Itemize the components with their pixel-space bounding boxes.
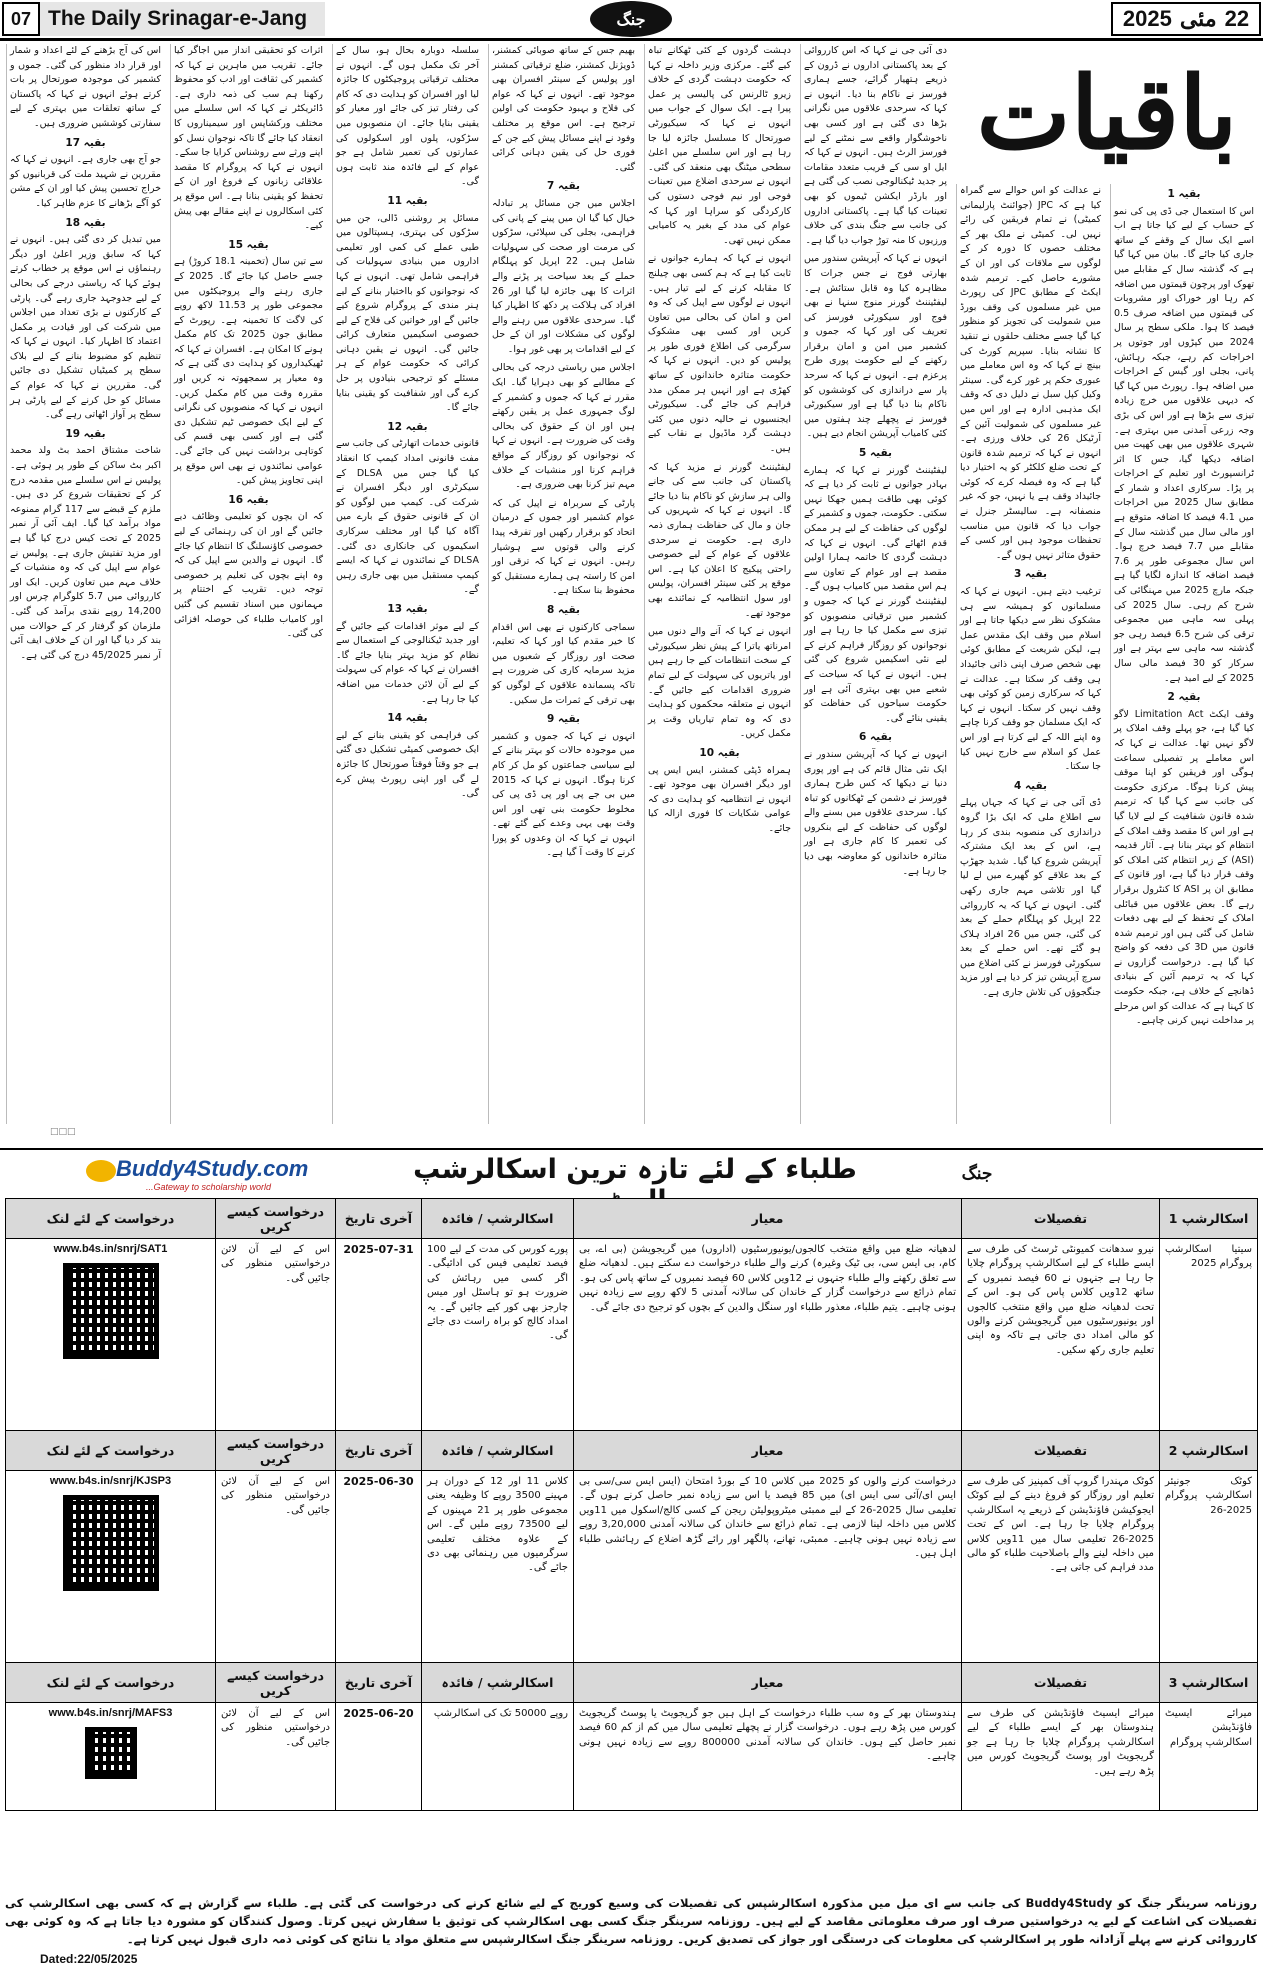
issue-date-day: 22 <box>1224 6 1250 31</box>
issue-date <box>1111 2 1261 36</box>
header-criteria: معیار <box>574 1431 962 1471</box>
qr-code-icon <box>63 1263 159 1359</box>
article-column <box>332 44 482 1124</box>
article-paragraph: دہشت گردوں کے کئی ٹھکانے تباہ کیے گئے۔ مرکزی وزیر داخلہ نے کہا کہ حکومت دہشت گردی کے خلاف زیرو ٹالرنس کی پالیسی پر عمل پیرا ہے۔ ایک سوال کے جواب میں انہوں نے کہا کہ سیکیورٹی صورتحال کا مسلسل جائزہ لیا جا رہا ہے اور اس سلسلے میں اعلیٰ سطحی میٹنگ بھی منعقد کی گئی۔ انہوں نے سرحدی اضلاع میں تعینات فوجی اور نیم فوجی دستوں کی کارکردگی کو سراہا اور کہا کہ عوام کی مدد کے بغیر یہ کامیابی ممکن نہیں تھی۔ <box>648 45 791 246</box>
article-paragraph: سلسلہ دوبارہ بحال ہو، سال کے آخر تک مکمل ہوں گے۔ انہوں نے مختلف ترقیاتی پروجیکٹوں کا جائزہ لیا اور افسران کو ہدایت دی کہ کام کی رفتار تیز کی جائے اور معیار کو یقینی بنایا جائے۔ ان منصوبوں میں سڑکوں، پلوں اور اسکولوں کی عمارتوں کی تعمیر شامل ہے جو عوام کے لیے فائدہ مند ثابت ہوں گی۔ <box>336 45 479 188</box>
dated-label: Dated:22/05/2025 <box>40 1952 138 1966</box>
article-paragraph: اجلاس میں جن مسائل پر تبادلہ خیال کیا گیا ان میں پینے کے پانی کی فراہمی، بجلی کی سپلائی، سڑکوں کی مرمت اور صحت کی سہولیات شامل ہیں۔ 22 اپریل کو پہلگام حملے کے بعد سیاحت پر پڑنے والے اثرات کا بھی جائزہ لیا گیا اور 26 افراد کی ہلاکت پر دکھ کا اظہار کیا گیا۔ سرحدی علاقوں میں رہنے والے لوگوں کی مشکلات اور ان کے حل کے لیے اقدامات پر بھی غور ہوا۔ <box>492 197 635 355</box>
scholarship-benefit: پورے کورس کی مدت کے لیے 100 فیصد تعلیمی فیس کی ادائیگی۔ اگر کسی میں رہائش کی ضرورت ہو تو ہاسٹل اور میس چارجز بھی کور کیے جائیں گے۔ یہ امداد کالج کو براہ راست دی جائے گی۔ <box>422 1239 574 1469</box>
scholarship-title: طلباء کے لئے تازہ ترین اسکالرشپ <box>413 1154 857 1185</box>
article-paragraph: انہوں نے کہا کہ آپریشن سندور میں بھارتی فوج نے جس جرات کا مظاہرہ کیا وہ قابل ستائش ہے۔ لیفٹیننٹ گورنر منوج سنہا نے بھی فوج اور سیکورٹی فورسز کی تعریف کی اور کہا کہ جموں و کشمیر میں امن و امان برقرار رکھنے کے لیے حکومت پوری طرح پرعزم ہے۔ انہوں نے کہا کہ سرحد پار سے دراندازی کی کوششوں کو ناکام بنا دیا گیا ہے اور سیکیورٹی فورسز نے پچھلے چند ہفتوں میں کئی کامیاب آپریشن انجام دیے ہیں۔ <box>804 253 947 440</box>
scholarship-criteria: ہندوستان بھر کے وہ سب طلباء درخواست کے اہل ہیں جو گریجویٹ یا پوسٹ گریجویٹ کورس میں پڑھ رہے ہوں۔ درخواست گزار نے پچھلے تعلیمی سال میں کم از کم 60 فیصد نمبر حاصل کیے ہوں۔ خاندان کی سالانہ آمدنی 800000 روپے سے زیادہ نہیں ہونی چاہیے۔ <box>574 1703 962 1811</box>
article-paragraph: سماجی کارکنوں نے بھی اس اقدام کا خیر مقدم کیا اور کہا کہ تعلیم، صحت اور روزگار کے شعبوں میں مزید سرمایہ کاری کی ضرورت ہے تاکہ پسماندہ علاقوں کے لوگوں کو بھی ترقی کے ثمرات مل سکیں۔ <box>492 621 635 706</box>
article-column <box>488 44 638 1124</box>
article-paragraph: اس کا استعمال جی ڈی پی کی نمو کے حساب کے لیے کیا جاتا ہے اب اسے ایک سال کے وقفے کے ساتھ جاری کیا جائے گا۔ بیان میں کہا گیا ہے کہ گذشتہ سال کے مقابلے میں تھوک اور پرچون قیمتوں میں اضافہ کم رہا اور خوراک اور مشروبات کی قیمتوں میں اضافہ صرف 0.5 فیصد کا ہوا۔ ملکی سطح پر سال 2024 میں کپڑوں اور جوتوں پر اخراجات کم رہے، جبکہ رہائش، پانی، بجلی اور گیس کے اخراجات میں اضافہ ہوا۔ رپورٹ میں کہا گیا کہ دیہی علاقوں میں خرچ زیادہ تیزی سے بڑھا ہے اور اس کی بڑی وجہ زرعی آمدنی میں بہتری ہے۔ شہری علاقوں میں بھی کھپت میں اضافہ دیکھا گیا، جس کا اثر ٹرانسپورٹ اور تعلیم کے اخراجات پر پڑا۔ سرکاری اعداد و شمار کے مطابق سال 2025 میں اخراجات میں 4.1 فیصد کا اضافہ متوقع ہے اور مالی سال میں گذشتہ سال کے مقابلے میں 7.7 فیصد خرچ ہوا۔ اس سال مجموعی طور پر 7.6 فیصد اضافہ کا اندازہ لگایا گیا ہے جبکہ مارچ 2025 میں مہنگائی کی شرح کم رہی۔ سال 2025 کی پہلی سہ ماہی میں مجموعی ترقی کی شرح 6.5 فیصد رہی جو گذشتہ سہ ماہی سے بہتر ہے اور سرکار کو 30 فیصد مالی سال 2025 کے لیے امید ہے۔ <box>1114 205 1255 684</box>
scholarship-link[interactable]: www.b4s.in/snrj/KJSP3 <box>49 1475 172 1487</box>
continuation-heading: بقیہ 18 <box>65 216 106 229</box>
continuation-heading: بقیہ 13 <box>387 602 428 615</box>
article-paragraph: انہوں نے کہا کہ ہمارے جوانوں نے ثابت کیا ہے کہ ہم کسی بھی چیلنج کا مقابلہ کرنے کے لیے تیار ہیں۔ انہوں نے لوگوں سے اپیل کی کہ وہ امن و امان کی بحالی میں تعاون کریں اور کسی بھی مشکوک سرگرمی کی اطلاع فوری طور پر پولیس کو دیں۔ انہوں نے کہا کہ حکومت متاثرہ خاندانوں کے ساتھ کھڑی ہے اور انہیں ہر ممکن مدد فراہم کی جائے گی۔ سیکیورٹی ایجنسیوں نے حالیہ دنوں میں کئی دہشت گرد ماڈیول بے نقاب کیے ہیں۔ <box>648 253 791 455</box>
article-column <box>1110 184 1257 1124</box>
article-paragraph: جو آج بھی جاری ہے۔ انہوں نے کہا کہ مقررین نے شہید ملت کی قربانیوں کو خراج تحسین پیش کیا اور ان کے مشن کو آگے بڑھانے کا عزم ظاہر کیا۔ <box>10 154 161 209</box>
scholarship-details: میرائے ایسیٹ فاؤنڈیشن کی طرف سے ہندوستان بھر کے ایسے طلباء کے لیے اسکالرشپ پروگرام چلایا جا رہا ہے جو گریجویٹ اور پوسٹ گریجویٹ کورس میں پڑھ رہے ہیں۔ <box>962 1703 1160 1811</box>
page-number: 07 <box>2 2 40 36</box>
scholarship-criteria: درخواست کرنے والوں کو 2025 میں کلاس 10 کے بورڈ امتحان (ایس ایس سی/سی بی ایس ای/آئی سی ایس ای) میں 85 فیصد یا اس سے زیادہ نمبر حاصل کرنے ہوں گے۔ تعلیمی سال 2025-26 کے لیے ممبئی میٹروپولیٹن ریجن کے کسی کالج/اسکول میں 11ویں کلاس میں داخلہ لینا لازمی ہے۔ تمام ذرائع سے خاندان کی سالانہ آمدنی 3,20,000 روپے سے زیادہ نہیں ہونی چاہیے۔ ممبئی، تھانے، پالگھر اور رائے گڑھ اضلاع کے رہائشی طلباء اہل ہیں۔ <box>574 1471 962 1701</box>
header-details: تفصیلات <box>962 1199 1160 1239</box>
article-paragraph: بھیم جس کے ساتھ صوبائی کمشنر، ڈویژنل کمشنر، ضلع ترقیاتی کمشنر اور پولیس کے سینئر افسران بھی موجود تھے۔ انہوں نے کہا کہ عوام کی فلاح و بہبود حکومت کی اولین ترجیح ہے۔ اس موقع پر مختلف وفود نے اپنے مسائل پیش کیے جن کے فوری حل کی یقین دہانی کرائی گئی۔ <box>492 45 635 173</box>
article-paragraph: سے تین سال (تخمینہ 18.1 کروڑ) ہے جسے حاصل کیا جائے گا۔ 2025 کے جاری رہنے والے پروجیکٹوں میں مجموعی طور پر 11.53 لاکھ روپے کی لاگت کا تخمینہ ہے۔ رپورٹ کے مطابق جون 2025 تک کام مکمل ہونے کا امکان ہے۔ افسران نے کہا کہ ٹھیکیداروں کو ہدایت دی گئی ہے کہ وہ معیار پر سمجھوتہ نہ کریں اور مقررہ وقت میں کام مکمل کریں۔ انہوں نے کہا کہ منصوبوں کی نگرانی کے لیے ایک خصوصی ٹیم تشکیل دی گئی ہے اور کسی بھی قسم کی کوتاہی برداشت نہیں کی جائے گی۔ عوامی نمائندوں نے بھی اس موقع پر اپنی تجاویز پیش کیں۔ <box>174 256 324 487</box>
provider-tagline: ...Gateway to scholarship world <box>146 1182 272 1192</box>
scholarship-label: اسکالرشپ 2 <box>1160 1431 1258 1471</box>
continuation-heading: بقیہ 15 <box>228 238 269 251</box>
scholarship-benefit: روپے 50000 تک کی اسکالرشپ <box>422 1703 574 1811</box>
header-benefit: اسکالرشپ / فائدہ <box>422 1199 574 1239</box>
continuation-heading: بقیہ 11 <box>387 194 428 207</box>
scholarship-name: میرائے ایسیٹ فاؤنڈیشن اسکالرشپ پروگرام <box>1160 1703 1258 1811</box>
article-paragraph: شاخت مشتاق احمد بٹ ولد محمد اکبر بٹ ساکن کے طور پر ہوئی ہے۔ پولیس نے اس سلسلے میں مقدمہ درج کر کے تحقیقات شروع کر دی ہیں۔ ملزم کے قبضے سے 117 گرام ممنوعہ مواد برآمد کیا گیا۔ ایف آئی آر نمبر 2025 کے تحت کیس درج کیا گیا ہے اور مزید تفتیش جاری ہے۔ پولیس نے عوام سے اپیل کی کہ وہ منشیات کے خلاف مہم میں تعاون کریں۔ ایک اور کارروائی میں 5.7 کلوگرام چرس اور 14,200 روپے نقدی برآمد کی گئی۔ ملزمان کو گرفتار کر کے حوالات میں بند کر دیا گیا اور ان کے خلاف ایف آئی آر نمبر 45/2025 درج کی گئی ہے۔ <box>10 445 162 661</box>
scholarship-table <box>5 1662 1258 1811</box>
continuation-heading: بقیہ 8 <box>547 603 580 616</box>
article-paragraph: کہ ان بچوں کو تعلیمی وظائف دیے جائیں گے اور ان کی رہنمائی کے لیے خصوصی کاؤنسلنگ کا انتظام کیا جائے گا۔ انہوں نے والدین سے اپیل کی کہ وہ اپنے بچوں کی تعلیم پر خصوصی توجہ دیں۔ تقریب کے اختتام پر مہمانوں میں اسناد تقسیم کی گئیں اور کامیاب طلباء کی حوصلہ افزائی کی گئی۔ <box>174 511 323 640</box>
article-column <box>6 44 164 1124</box>
continuation-heading: بقیہ 7 <box>547 180 580 193</box>
scholarship-deadline: 2025-06-30 <box>336 1471 422 1701</box>
continuation-heading: بقیہ 4 <box>1014 779 1047 792</box>
article-paragraph: انہوں نے کہا کہ آپریشن سندور نے ایک نئی مثال قائم کی ہے اور پوری دنیا نے دیکھا کہ کس طرح ہماری فورسز نے دشمن کے ٹھکانوں کو تباہ کیا۔ سرحدی علاقوں میں بسنے والے لوگوں کی حفاظت کے لیے بنکروں کی تعمیر کا کام جاری ہے اور متاثرہ خاندانوں کو معاوضہ بھی دیا جا رہا ہے۔ <box>804 748 947 877</box>
article-paragraph: انہوں نے کہا کہ آنے والے دنوں میں امرناتھ یاترا کے پیش نظر سیکیورٹی کے سخت انتظامات کیے جا رہے ہیں اور یاتریوں کی سہولت کے لیے تمام ضروری اقدامات کیے جائیں گے۔ انہوں نے متعلقہ محکموں کو ہدایت دی کہ وہ تمام تیاریاں وقت پر مکمل کریں۔ <box>648 626 791 740</box>
continuation-heading: بقیہ 12 <box>387 420 428 433</box>
header-deadline: آخری تاریخ <box>336 1663 422 1703</box>
scholarship-details: کوٹک مہندرا گروپ آف کمپنیز کی طرف سے تعلیم اور روزگار کو فروغ دینے کے لیے کوٹک ایجوکیشن فاؤنڈیشن کے ذریعے یہ اسکالرشپ پروگرام چلایا جا رہا ہے۔ اس کے تحت 2025-26 تعلیمی سال میں 11ویں کلاس میں داخلہ لینے والے باصلاحیت طلباء کو مالی مدد فراہم کی جاتی ہے۔ <box>962 1471 1160 1701</box>
scholarship-label: اسکالرشپ 3 <box>1160 1663 1258 1703</box>
header-criteria: معیار <box>574 1199 962 1239</box>
table-header-row <box>6 1199 1258 1239</box>
page-header <box>0 0 1263 38</box>
jang-logo: جنگ <box>590 1 672 37</box>
article-paragraph: نے عدالت کو اس حوالے سے گمراہ کیا ہے کہ JPC (جوائنٹ پارلیمانی کمیٹی) نے تمام فریقین کی رائے نہیں لی۔ کمیٹی نے ملک بھر کے مختلف حصوں کا دورہ کر کے لوگوں سے ملاقات کی اور ان کے مشورے حاصل کیے۔ ترمیم شدہ ایکٹ کے مطابق JPC کی رپورٹ میں غیر مسلموں کی وقف بورڈ میں شمولیت کی تجویز کو منظور کیا گیا جسے مختلف حلقوں نے تنقید کا نشانہ بنایا۔ سپریم کورٹ کی بینچ نے کہا کہ وہ اس معاملے میں عبوری حکم پر غور کرے گی۔ سینئر وکیل کپل سبل نے دلیل دی کہ وقف ایک مذہبی ادارہ ہے اور اس میں غیر مسلموں کی شمولیت آئین کے آرٹیکل 26 کی خلاف ورزی ہے۔ انہوں نے کہا کہ ترمیم شدہ قانون کے تحت ضلع کلکٹر کو یہ اختیار دیا گیا ہے کہ وہ فیصلہ کرے کہ کوئی جائیداد وقف ہے یا نہیں، جو کہ غیر منصفانہ ہے۔ سالیسٹر جنرل نے جواب دیا کہ قانون میں مناسب تحفظات موجود ہیں اور کسی کے حقوق متاثر نہیں ہوں گے۔ <box>960 185 1101 561</box>
issue-date-year: 2025 <box>1122 6 1172 31</box>
scholarship-criteria: لدھیانہ ضلع میں واقع منتخب کالجوں/یونیورسٹیوں (اداروں) میں گریجویشن (بی اے، بی کام، بی ایس سی، بی ٹیک وغیرہ) کرنے والے طلباء درخواست دے سکتے ہیں۔ لدھیانہ ضلع سے تعلق رکھنے والے طلباء جنہوں نے 12ویں کلاس 60 فیصد نمبروں کے ساتھ پاس کی ہو۔ تمام ذرائع سے درخواست گزار کے خاندان کی سالانہ آمدنی 5 لاکھ روپے سے زیادہ نہیں ہونی چاہیے۔ یتیم طلباء، معذور طلباء اور سنگل والدین کے بچوں کو ترجیح دی جائے گی۔ <box>574 1239 962 1469</box>
scholarship-how-to-apply: اس کے لیے آن لائن درخواستیں منظور کی جائیں گی۔ <box>216 1239 336 1469</box>
end-mark: □□□ <box>50 1127 76 1137</box>
newspaper-name: The Daily Srinagar-e-Jang <box>40 2 325 36</box>
scholarship-link[interactable]: www.b4s.in/snrj/SAT1 <box>53 1243 168 1255</box>
scholarship-link-cell <box>6 1703 216 1811</box>
continuation-heading: بقیہ 5 <box>859 447 892 460</box>
article-paragraph: کی فراہمی کو یقینی بنانے کے لیے ایک خصوصی کمیٹی تشکیل دی گئی ہے جو وقتاً فوقتاً صورتحال کا جائزہ لے گی اور اپنی رپورٹ پیش کرے گی۔ <box>336 729 479 800</box>
article-paragraph: دی آئی جی نے کہا کہ اس کارروائی کے بعد پاکستانی اداروں نے ڈرون کے ذریعے ہتھیار گرائے، جسے ہماری فورسز نے ناکام بنا دیا۔ انہوں نے کہا کہ سرحدی علاقوں میں نگرانی بڑھا دی گئی ہے اور کسی بھی ناخوشگوار واقعے سے نمٹنے کے لیے فورسز الرٹ ہیں۔ انہوں نے کہا کہ ایل او سی کے قریب متعدد مقامات پر جدید ٹیکنالوجی نصب کی گئی ہے اور بارڈر ایکشن ٹیموں کو بھی تعینات کیا گیا ہے۔ پاکستانی اداروں کی جانب سے جنگ بندی کی خلاف ورزیوں کا منہ توڑ جواب دیا گیا ہے۔ <box>804 45 947 246</box>
header-details: تفصیلات <box>962 1663 1160 1703</box>
scholarship-name: سیتیا اسکالرشپ پروگرام 2025 <box>1160 1239 1258 1469</box>
header-link: درخواست کے لئے لنک <box>6 1199 216 1239</box>
header-benefit: اسکالرشپ / فائدہ <box>422 1663 574 1703</box>
jang-logo-small: جنگ <box>961 1164 993 1184</box>
header-rule <box>0 38 1263 41</box>
article-paragraph: ہمراہ ڈپٹی کمشنر، ایس ایس پی اور دیگر افسران بھی موجود تھے۔ انہوں نے انتظامیہ کو ہدایت دی کہ عوامی شکایات کا فوری ازالہ کیا جائے۔ <box>648 764 791 834</box>
continuation-heading: بقیہ 1 <box>1167 188 1201 200</box>
article-paragraph: اجلاس میں ریاستی درجہ کی بحالی کے مطالبے کو بھی دہرایا گیا۔ ایک مقرر نے کہا کہ جموں و کشمیر کے لوگ جمہوری عمل پر یقین رکھتے ہیں اور ان کے حقوق کی بحالی وقت کی ضرورت ہے۔ انہوں نے کہا کہ نوجوانوں کو روزگار کے مواقع فراہم کرنا اور منشیات کے خلاف مہم تیز کرنا بھی ضروری ہے۔ <box>492 362 635 491</box>
header-benefit: اسکالرشپ / فائدہ <box>422 1431 574 1471</box>
article-paragraph: مسائل پر روشنی ڈالی، جن میں سڑکوں کی بہتری، ہسپتالوں میں طبی عملے کی کمی اور تعلیمی اداروں میں بنیادی سہولیات کی فراہمی شامل تھی۔ انہوں نے کہا کہ نوجوانوں کو بااختیار بنانے کے لیے ہنر مندی کے پروگرام شروع کیے جائیں گے اور خواتین کی فلاح کے لیے خصوصی اسکیمیں متعارف کرائی جائیں گی۔ انہوں نے یقین دہانی کرائی کہ حکومت عوام کے ہر مسئلے کو ترجیحی بنیادوں پر حل کرے گی اور شفافیت کو یقینی بنایا جائے گا۔ <box>336 212 479 414</box>
scholarship-name: کوٹک جونیئر اسکالرشپ پروگرام 2025-26 <box>1160 1471 1258 1701</box>
article-paragraph: لیفٹیننٹ گورنر نے کہا کہ ہمارے بہادر جوانوں نے ثابت کر دیا ہے کہ کوئی بھی طاقت ہمیں جھکا نہیں سکتی۔ حکومت، جموں و کشمیر کے لوگوں کی حفاظت کے لیے ہر ممکن قدم اٹھائے گی۔ انہوں نے کہا کہ دہشت گردی کا خاتمہ ہمارا اولین مقصد ہے اور عوام کے تعاون سے ہم اس مقصد میں کامیاب ہوں گے۔ لیفٹیننٹ گورنر نے کہا کہ جموں و کشمیر میں ترقیاتی منصوبوں کو تیزی سے مکمل کیا جا رہا ہے اور نوجوانوں کو روزگار فراہم کرنے کے لیے نئی اسکیمیں شروع کی گئی ہیں۔ انہوں نے کہا کہ سیاحت کے شعبے میں بھی بہتری آئی ہے اور حکومت سیاحوں کی حفاظت کو یقینی بنائے گی۔ <box>804 464 947 724</box>
header-criteria: معیار <box>574 1663 962 1703</box>
continuation-heading: بقیہ 17 <box>65 136 106 149</box>
article-section <box>0 44 1263 1144</box>
continuation-heading: بقیہ 14 <box>387 712 428 725</box>
scholarship-link[interactable]: www.b4s.in/snrj/MAFS3 <box>48 1707 173 1719</box>
scholarship-label: اسکالرشپ 1 <box>1160 1199 1258 1239</box>
scholarship-table <box>5 1198 1258 1469</box>
article-paragraph: ڈی آئی جی نے کہا کہ جہاں پہلے سے اطلاع ملی کہ ایک بڑا گروہ دراندازی کی منصوبہ بندی کر رہا ہے، اس کے بعد ایک مشترکہ آپریشن شروع کیا گیا۔ شدید جھڑپ کے بعد علاقے کو گھیرے میں لے لیا گیا اور تلاشی مہم جاری رکھی گئی۔ انہوں نے کہا کہ یہ کارروائی 22 اپریل کو پہلگام حملے کے بعد کی گئی، جس میں 26 افراد ہلاک ہو گئے تھے۔ اس حملے کے بعد سیکورٹی فورسز نے کئی اضلاع میں سرچ آپریشن تیز کر دیا ہے اور مزید جنگجوؤں کی تلاش جاری ہے۔ <box>960 797 1101 999</box>
article-paragraph: ترغیب دیتے ہیں۔ انہوں نے کہا کہ مسلمانوں کو ہمیشہ سے ہی مشکوک نظر سے دیکھا جاتا ہے اور اسلام میں وقف ایک مقدس عمل ہے، لیکن شریعت کے مطابق کوئی بھی شخص صرف اپنی ذاتی جائیداد ہی وقف کر سکتا ہے۔ عدالت نے کہا کہ سرکاری زمین کو کوئی بھی وقف نہیں کر سکتا۔ انہوں نے کہا کہ ایک مسلمان جو وقف کرنا چاہے وہ اپنے اللہ کے لیے کرتا ہے اور اس عمل کو اسلام سے خارج نہیں کیا جا سکتا۔ <box>960 586 1101 773</box>
article-paragraph: اس کی آج بڑھنے کے لئے اعداد و شمار اور قرار داد منظور کی گئی۔ جموں و کشمیر کی موجودہ صورتحال پر بات کرتے ہوئے انہوں نے کہا کہ پاکستان کے ساتھ تعلقات میں بہتری کے لیے سفارتی کوششیں ضروری ہیں۔ <box>10 45 161 129</box>
continuation-heading: بقیہ 9 <box>547 713 580 726</box>
disclaimer: روزنامہ سرینگر جنگ کو Buddy4Study کی جانب سے ای میل میں مذکورہ اسکالرشپس کی تفصیلات کی وسیع کوریج کے لیے شائع کرنے کی درخواست کی گئی ہے۔ طلباء سے گزارش ہے کہ کسی بھی اسکالرشپ کی تفصیلات کی اشاعت کے لیے یہ درخواستیں صرف اور صرف معلوماتی مقاصد کے لیے ہیں۔ روزنامہ سرینگر جنگ کسی بھی اسکالرشپ کی توثیق یا سفارش نہیں کرتا۔ وصول کنندگان کو مشورہ دیا جاتا ہے کہ وہ کوئی بھی کارروائی کرنے سے پہلے آزادانہ طور پر اسکالرشپ کی معلومات کی درستگی اور جواز کی تصدیق کریں۔ روزنامہ سرینگر جنگ اسکالرشپس سے متعلق مواد یا نتائج کی کوئی ذمہ داری قبول نہیں کرتا ہے۔ <box>5 1896 1257 1946</box>
article-paragraph: انہوں نے کہا کہ جموں و کشمیر میں موجودہ حالات کو بہتر بنانے کے لیے سیاسی جماعتوں کو مل کر کام کرنا ہوگا۔ انہوں نے کہا کہ 2015 میں بی جے پی اور پی ڈی پی کی مخلوط حکومت بنی تھی اور اس وقت بھی یہی وعدے کیے گئے تھے۔ انہوں نے کہا کہ ان وعدوں کو پورا کرنے کا وقت آ گیا ہے۔ <box>492 730 635 859</box>
continuation-heading: بقیہ 2 <box>1167 691 1201 704</box>
continuation-heading: بقیہ 3 <box>1014 568 1047 581</box>
header-deadline: آخری تاریخ <box>336 1199 422 1239</box>
mascot-icon <box>86 1160 116 1182</box>
scholarship-how-to-apply: اس کے لیے آن لائن درخواستیں منظور کی جائیں گی۔ <box>216 1471 336 1701</box>
continuation-heading: بقیہ 10 <box>699 746 740 759</box>
baqiyat-banner: باقیات <box>976 54 1238 172</box>
qr-code-icon <box>63 1495 159 1591</box>
article-paragraph: قانونی خدمات اتھارٹی کی جانب سے مفت قانونی امداد کیمپ کا انعقاد کیا گیا جس میں DLSA کے سیکرٹری اور دیگر افسران نے شرکت کی۔ کیمپ میں لوگوں کو ان کے قانونی حقوق کے بارے میں آگاہ کیا گیا اور مختلف سرکاری اسکیموں کی جانکاری دی گئی۔ DLSA کے نمائندوں نے کہا کہ ایسے کیمپ مستقبل میں بھی جاری رہیں گے۔ <box>336 438 479 596</box>
article-paragraph: وقف ایکٹ Limitation Act لاگو کیا گیا ہے، جو پہلے وقف املاک پر لاگو نہیں تھا۔ عدالت نے کہا کہ اس معاملے پر تفصیلی سماعت ہوگی اور فریقین کو اپنا موقف پیش کرنا ہوگا۔ مرکزی حکومت کی جانب سے کہا گیا کہ ترمیم شدہ قانون شفافیت کے لیے لایا گیا ہے اور اس کا مقصد وقف املاک کے انتظام کو بہتر بنانا ہے۔ آثار قدیمہ (ASI) کے زیر انتظام کئی املاک کو وقف قرار دیا گیا ہے، اور قانون کے مطابق ان پر ASI کا کنٹرول برقرار رہے گا۔ بعض علاقوں میں قبائلی املاک کے تحفظ کے لیے بھی دفعات شامل کی گئی ہیں اور ترمیم شدہ قانون میں 3D کی دفعہ کو واضح کیا گیا ہے۔ درخواست گزاروں نے کہا کہ یہ ترمیم آئین کے بنیادی ڈھانچے کے خلاف ہے، جبکہ حکومت کا کہنا ہے کہ عدالت کو اس مرحلے پر مداخلت نہیں کرنی چاہیے۔ <box>1114 708 1254 1027</box>
header-how-to-apply: درخواست کیسے کریں <box>216 1431 336 1471</box>
article-column <box>800 44 950 1124</box>
article-paragraph: اثرات کو تحقیقی انداز میں اجاگر کیا جائے۔ تقریب میں ماہرین نے کہا کہ کشمیر کی ثقافت اور ادب کو محفوظ رکھنا ہم سب کی ذمہ داری ہے۔ ڈائریکٹر نے کہا کہ اس سلسلے میں مختلف ورکشاپس اور سیمیناروں کا انعقاد کیا جائے گا تاکہ نوجوان نسل کو اپنے ورثے سے روشناس کرایا جا سکے۔ انہوں نے کہا کہ پروگرام کا مقصد علاقائی زبانوں کے فروغ اور ان کے تحفظ کو یقینی بنانا ہے۔ اس موقع پر کئی اسکالروں نے اپنے مقالے بھی پیش کیے۔ <box>174 45 323 232</box>
scholarship-deadline: 2025-07-31 <box>336 1239 422 1469</box>
header-how-to-apply: درخواست کیسے کریں <box>216 1199 336 1239</box>
provider-name: Buddy4Study.com <box>116 1156 309 1181</box>
continuation-heading: بقیہ 19 <box>65 427 106 440</box>
table-header-row <box>6 1431 1258 1471</box>
article-column <box>170 44 326 1124</box>
scholarship-how-to-apply: اس کے لیے آن لائن درخواستیں منظور کی جائیں گی۔ <box>216 1703 336 1811</box>
article-paragraph: میں تبدیل کر دی گئی ہیں۔ انہوں نے کہا کہ سابق وزیر اعلیٰ اور دیگر رہنماؤں نے اس موقع پر خطاب کرتے ہوئے کہا کہ ریاستی درجے کی بحالی کے لیے جدوجہد جاری رہے گی۔ پارٹی کے کارکنوں نے بڑی تعداد میں اجلاس میں شرکت کی اور قیادت پر مکمل اعتماد کا اظہار کیا۔ انہوں نے کہا کہ تنظیم کو مضبوط بنانے کے لیے بلاک سطح پر کمیٹیاں تشکیل دی جائیں گی۔ مقررین نے کہا کہ عوام کے مسائل کو حل کرنے کے لیے پارٹی ہر سطح پر آواز اٹھاتی رہے گی۔ <box>10 234 161 421</box>
article-column <box>644 44 794 1124</box>
table-row <box>6 1703 1258 1811</box>
article-column <box>956 184 1104 1124</box>
header-deadline: آخری تاریخ <box>336 1431 422 1471</box>
continuation-heading: بقیہ 6 <box>859 731 892 744</box>
buddy4study-logo <box>86 1156 352 1194</box>
article-paragraph: کے لیے موثر اقدامات کیے جائیں گے اور جدید ٹیکنالوجی کے استعمال سے نظام کو مزید بہتر بنایا جائے گا۔ افسران نے کہا کہ عوام کی سہولت کے لیے آن لائن خدمات میں اضافہ کیا جا رہا ہے۔ <box>336 620 479 705</box>
scholarship-section <box>0 1148 1263 1969</box>
header-link: درخواست کے لئے لنک <box>6 1431 216 1471</box>
header-how-to-apply: درخواست کیسے کریں <box>216 1663 336 1703</box>
scholarship-benefit: کلاس 11 اور 12 کے دوران ہر مہینے 3500 روپے کا وظیفہ یعنی مجموعی طور پر 21 مہینوں کے لیے 73500 روپے ملیں گے۔ اس کے علاوہ مختلف تعلیمی سرگرمیوں میں رہنمائی بھی دی جائے گی۔ <box>422 1471 574 1701</box>
header-details: تفصیلات <box>962 1431 1160 1471</box>
scholarship-table <box>5 1430 1258 1701</box>
qr-code-icon <box>85 1727 137 1779</box>
continuation-heading: بقیہ 16 <box>228 493 269 506</box>
scholarship-deadline: 2025-06-20 <box>336 1703 422 1811</box>
issue-date-month: مئی <box>1179 6 1217 31</box>
article-paragraph: پارٹی کے سربراہ نے اپیل کی کہ عوام کشمیر اور جموں کے درمیان اتحاد کو برقرار رکھیں اور تفرقہ پیدا کرنے والی قوتوں سے ہوشیار رہیں۔ انہوں نے کہا کہ ترقی اور امن کا راستہ ہی ہمارے مستقبل کو محفوظ بنا سکتا ہے۔ <box>492 497 635 597</box>
header-link: درخواست کے لئے لنک <box>6 1663 216 1703</box>
article-paragraph: لیفٹیننٹ گورنر نے مزید کہا کہ پاکستان کی جانب سے کی جانے والی ہر سازش کو ناکام بنا دیا جائے گا۔ انہوں نے کہا کہ شہریوں کی جان و مال کی حفاظت ہماری ذمہ داری ہے۔ حکومت نے سرحدی علاقوں کے عوام کے لیے خصوصی راحتی پیکیج کا اعلان کیا ہے۔ اس موقع پر کئی سینئر افسران، پولیس اور سول انتظامیہ کے نمائندے بھی موجود تھے۔ <box>648 461 791 619</box>
scholarship-details: نیرو سدھانت کمیونٹی ٹرسٹ کی طرف سے ایسے طلباء کے لیے اسکالرشپ پروگرام چلایا جا رہا ہے جنہوں نے 60 فیصد نمبروں کے ساتھ 12ویں کلاس پاس کی ہو۔ اس کے تحت لدھیانہ ضلع میں واقع منتخب کالجوں اور یونیورسٹیوں میں گریجویشن کرنے والوں کو مالی امداد دی جاتی ہے تاکہ وہ اپنی تعلیم جاری رکھ سکیں۔ <box>962 1239 1160 1469</box>
table-header-row <box>6 1663 1258 1703</box>
